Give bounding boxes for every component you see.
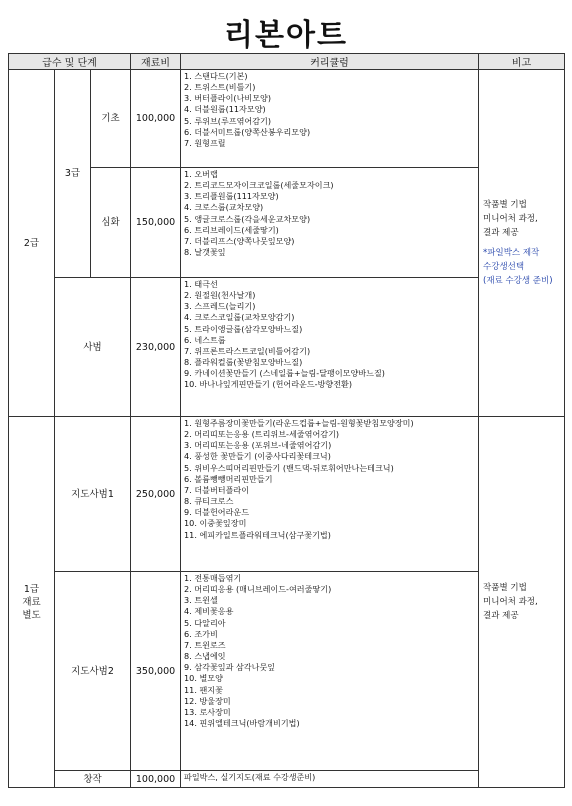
stage-instructor1: 지도사범1: [55, 417, 131, 572]
header-fee: 재료비: [131, 54, 181, 70]
curriculum-item: 5. 앵글크로스룹(각을세운교차모양): [184, 213, 311, 224]
curriculum-master: [181, 278, 479, 417]
stage-instructor2: 지도사범2: [55, 572, 131, 771]
curriculum-item: 7. 더블버터플라이: [184, 484, 250, 495]
curriculum-item: 7. 위프론트라스트코일(비틀어감기): [184, 345, 311, 356]
curriculum-item: 3. 머리띠또는응용 (포위브-네줄엮어감기): [184, 440, 332, 451]
grade3-label: 3급: [55, 70, 91, 278]
curriculum-item: 7. 원형프릴: [184, 137, 226, 148]
curriculum-item: 1. 원형주름장미꽃만들기(라운드컵룹+늘림-원형꽃받침모양장미): [184, 418, 414, 428]
curriculum-item: 1. 오버랩: [184, 169, 218, 179]
curriculum-item: 4. 크로스코일룹(교차모양감기): [184, 312, 295, 323]
curriculum-item: 4. 더블원룹(11자모양): [184, 104, 266, 115]
curriculum-item: 12. 방울장미: [184, 695, 231, 706]
header-level: 급수 및 단계: [9, 54, 131, 70]
curriculum-item: 4. 크로스룹(교차모양): [184, 202, 264, 213]
row-instructor1: [9, 417, 565, 572]
curriculum-item: 5. 트라이앵글룹(삼각모양바느질): [184, 323, 303, 334]
curriculum-item: 6. 더블서미트룹(양쪽산봉우리모양): [184, 126, 311, 137]
fee-advanced: 150,000: [131, 168, 181, 278]
header-note: 비고: [479, 54, 565, 70]
curriculum-item: 5. 루위브(루프엮어감기): [184, 115, 272, 126]
curriculum-item: 1. 전통매듭엮기: [184, 573, 242, 583]
note-line: 작품별 기법: [483, 583, 527, 593]
curriculum-item: 10. 이중꽃잎장미: [184, 518, 247, 529]
curriculum-instructor2: [181, 572, 479, 771]
curriculum-item: 7. 트윈로즈: [184, 639, 226, 650]
curriculum-item: 3. 버터플라이(나비모양): [184, 93, 272, 104]
curriculum-item: 9. 더블헌어라운드: [184, 507, 250, 518]
note-grade1: [479, 417, 565, 788]
fee-basic: 100,000: [131, 70, 181, 168]
fee-master: 230,000: [131, 278, 181, 417]
curriculum-item: 11. 팬지꽃: [184, 684, 223, 695]
note-line: 결과 제공: [483, 228, 519, 238]
curriculum-item: 1. 스탠다드(기본): [184, 71, 248, 81]
curriculum-item: 8. 날갯꽃잎: [184, 247, 226, 258]
note-blue-line: 수강생선택: [483, 262, 525, 272]
fee-instructor1: 250,000: [131, 417, 181, 572]
grade1-label-line: 1급: [23, 583, 40, 595]
curriculum-item: 8. 큐티크로스: [184, 496, 234, 507]
curriculum-item: 6. 트리브레이드(세줄땋기): [184, 224, 279, 235]
fee-creation: 100,000: [131, 771, 181, 788]
note-line: 작품별 기법: [483, 200, 527, 210]
curriculum-item: 5. 위비우스띠머리핀만들기 (밴드댁-뒤로휘어만나는테크닉): [184, 462, 394, 473]
curriculum-basic: [181, 70, 479, 168]
stage-basic: 기초: [91, 70, 131, 168]
curriculum-item: 2. 머리띠또는응용 (트리위브-세줄엮어감기): [184, 429, 340, 440]
note-grade2: [479, 70, 565, 417]
curriculum-table: [8, 53, 565, 788]
grade1-label: [9, 417, 55, 788]
stage-creation: 창작: [55, 771, 131, 788]
curriculum-item: 7. 더블리프스(양쪽나뭇잎모양): [184, 235, 295, 246]
curriculum-item: 2. 트리코드모자이크코일룹(세줄모자이크): [184, 180, 334, 191]
curriculum-item: 파일박스, 실기지도(재료 수강생준비): [184, 772, 316, 782]
curriculum-item: 8. 스냅에잇: [184, 651, 226, 662]
stage-advanced: 심화: [91, 168, 131, 278]
curriculum-creation: [181, 771, 479, 788]
note-blue-line: *파일박스 제작: [483, 248, 540, 258]
curriculum-item: 10. 별모양: [184, 673, 223, 684]
curriculum-item: 9. 카네이션꽃만들기 (스네일룹+늘림-달팽이모양바느질): [184, 368, 385, 379]
curriculum-item: 2. 머리띠응용 (매니브레이드-여러줄땋기): [184, 584, 332, 595]
curriculum-item: 9. 삼각꽃잎과 삼각나뭇잎: [184, 662, 276, 673]
note-blue-line: (재료 수강생 준비): [483, 276, 553, 286]
fee-instructor2: 350,000: [131, 572, 181, 771]
curriculum-advanced: [181, 168, 479, 278]
curriculum-item: 11. 에피카일트플라워테크닉(삼구꽃기법): [184, 529, 331, 540]
stage-master: 사범: [55, 278, 131, 417]
curriculum-item: 2. 트위스트(비틀기): [184, 82, 256, 93]
curriculum-item: 3. 트리플원룹(111자모양): [184, 191, 279, 202]
curriculum-instructor1: [181, 417, 479, 572]
curriculum-item: 8. 플라워컬룹(꽃받침모양바느질): [184, 357, 303, 368]
header-curriculum: 커리큘럼: [181, 54, 479, 70]
note-line: 결과 제공: [483, 611, 519, 621]
curriculum-item: 10. 바나나잎게핀만들기 (헌어라운드-방향전환): [184, 379, 353, 390]
grade2-label: 2급: [9, 70, 55, 417]
curriculum-item: 4. 풍성한 꽃만들기 (이중사다리꽃테크닉): [184, 451, 331, 462]
curriculum-item: 1. 태극선: [184, 279, 218, 289]
curriculum-item: 6. 조가비: [184, 628, 218, 639]
header-row: [9, 54, 565, 70]
curriculum-item: 3. 트윈셀: [184, 595, 218, 606]
curriculum-item: 13. 로사장미: [184, 706, 231, 717]
curriculum-item: 5. 다알리아: [184, 617, 226, 628]
curriculum-item: 6. 네스트룹: [184, 334, 226, 345]
curriculum-item: 2. 원절원(천사날개): [184, 290, 256, 301]
curriculum-item: 14. 핀위엘테크닉(바람개비기법): [184, 718, 300, 729]
page-title: 리본아트: [224, 18, 348, 53]
note-line: 미니어처 과정,: [483, 214, 538, 224]
grade1-label-line: 재료: [22, 596, 41, 608]
curriculum-item: 6. 볼륨뺑뺑머리핀만들기: [184, 473, 273, 484]
grade1-label-line: 별도: [22, 609, 41, 621]
row-basic: [9, 70, 565, 168]
curriculum-item: 4. 제비꽃응용: [184, 606, 234, 617]
curriculum-item: 3. 스프레드(늘리기): [184, 301, 256, 312]
note-line: 미니어처 과정,: [483, 597, 538, 607]
